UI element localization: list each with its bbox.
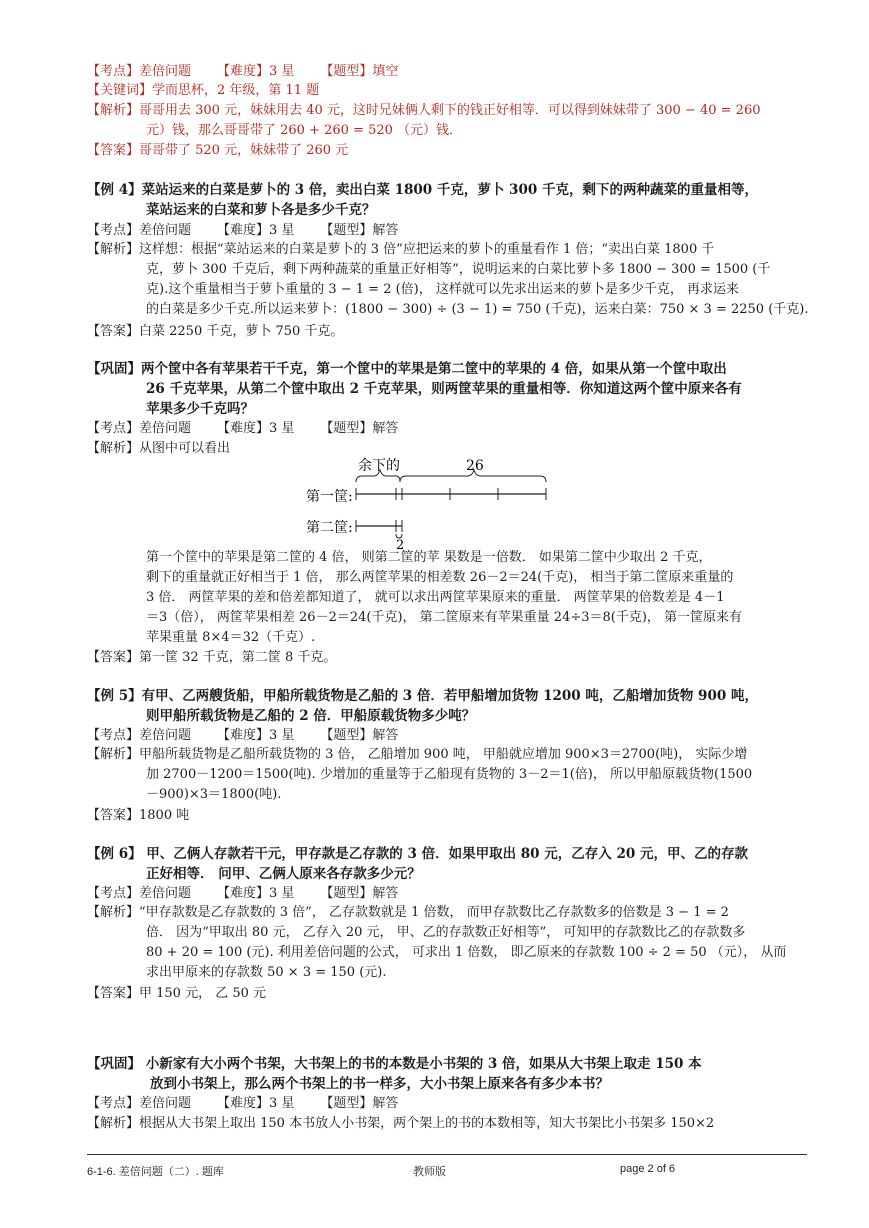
ex4-question-2: 菜站运来的白菜和萝卜各是多少千克？ [146,202,376,218]
diagram-row2-label: 第二筐: [306,520,353,536]
footer-rule [87,1154,807,1155]
ex4-question-1: 【例 4】菜站运来的白菜是萝卜的 3 倍，卖出白菜 1800 千克，萝卜 300 千克，剩下的两种蔬菜的重量相等， [87,182,758,198]
block1-answer: 【答案】哥哥带了 520 元，妹妹带了 260 元 [87,143,349,158]
ex5-question-2: 则甲船所载货物是乙船的 2 倍．甲船原载货物多少吨？ [146,708,476,724]
ex4-answer: 【答案】白菜 2250 千克，萝卜 750 千克。 [87,324,344,339]
gg2-meta: 【考点】差倍问题 【难度】3 星 【题型】解答 [87,1096,399,1111]
gg1-analysis-2: 剩下的重量就正好相当于 1 倍， 那么两筐苹果的相差数 26－2＝24(千克)， 相当于第二筐原来重量的 [146,570,734,585]
block1-meta: 【考点】差倍问题 【难度】3 星 【题型】填空 [87,64,399,79]
ex4-analysis-4: 的白菜是多少千克.所以运来萝卜：(1800 − 300) ÷ (3 − 1) = 750 (千克)，运来白菜：750 × 3 = 2250 (千克). [146,302,809,317]
gg1-analysis-1: 第一个筐中的苹果是第二筐的 4 倍， 则第二筐的苹 果数是一倍数． 如果第二筐中少取出 2 千克， [146,550,712,565]
ex5-analysis-2: 加 2700－1200＝1500(吨). 少增加的重量等于乙船现有货物的 3－2＝1(倍)， 所以甲船原载货物(1500 [146,767,753,782]
gg1-analysis-head: 【解析】从图中可以看出 [87,441,231,456]
gg1-question-2: 26 千克苹果，从第二个筐中取出 2 千克苹果，则两筐苹果的重量相等．你知道这两个筐中原来各有 [146,381,742,397]
block1-keyword: 【关键词】学而思杯，2 年级，第 11 题 [87,83,320,98]
ex5-analysis-1: 【解析】甲船所载货物是乙船所载货物的 3 倍， 乙船增加 900 吨， 甲船就应增加 900×3＝2700(吨)， 实际少增 [87,747,748,762]
gg1-analysis-4: ＝3（倍）， 两筐苹果相差 26－2＝24(千克)， 第二筐原来有苹果重量 24÷3＝8(千克)， 第一筐原来有 [146,610,743,625]
ex6-analysis-3: 80 + 20 = 100 (元). 利用差倍问题的公式， 可求出 1 倍数， 即乙原来的存款数 100 ÷ 2 = 50 （元）， 从而 [146,945,787,960]
ex5-meta: 【考点】差倍问题 【难度】3 星 【题型】解答 [87,728,399,743]
ex5-answer: 【答案】1800 吨 [87,808,190,823]
basket-diagram [300,454,560,550]
ex5-analysis-3: －900)×3＝1800(吨). [146,787,282,802]
ex4-meta: 【考点】差倍问题 【难度】3 星 【题型】解答 [87,223,399,238]
footer-page-number: page 2 of 6 [620,1163,676,1175]
ex4-analysis-2: 克，萝卜 300 千克后，剩下两种蔬菜的重量正好相等”，说明运来的白菜比萝卜多 1800 − 300 = 1500 (千 [146,262,771,277]
ex6-question-1: 【例 6】 甲、乙俩人存款若干元，甲存款是乙存款的 3 倍．如果甲取出 80 元，乙存入 20 元，甲、乙的存款 [87,846,748,862]
gg1-question-3: 苹果多少千克吗？ [146,401,254,417]
ex6-answer: 【答案】甲 150 元， 乙 50 元 [87,986,267,1001]
gg1-analysis-3: 3 倍． 两筐苹果的差和倍差都知道了， 就可以求出两筐苹果原来的重量． 两筐苹果的倍数差是 4－1 [146,590,725,605]
gg1-meta: 【考点】差倍问题 【难度】3 星 【题型】解答 [87,421,399,436]
ex6-analysis-1: 【解析】“甲存款数是乙存款数的 3 倍”， 乙存款数就是 1 倍数， 而甲存款数比乙存款数多的倍数是 3 − 1 = 2 [87,905,729,920]
footer-left: 6-1-6. 差倍问题（二）. 题库 [87,1166,224,1178]
ex6-question-2: 正好相等． 问甲、乙俩人原来各存款多少元？ [146,866,421,882]
gg2-question-1: 【巩固】 小新家有大小两个书架，大书架上的书的本数是小书架的 3 倍，如果从大书架上取走 150 本 [87,1056,702,1072]
footer-center: 教师版 [413,1166,446,1178]
block1-analysis-1: 【解析】哥哥用去 300 元，妹妹用去 40 元，这时兄妹俩人剩下的钱正好相等．可以得到妹妹带了 300 − 40 = 260 [87,103,761,118]
diagram-bottom-num: 2 [396,538,405,550]
ex4-analysis-3: 克).这个重量相当于萝卜重量的 3 − 1 = 2 (倍)， 这样就可以先求出运来的萝卜是多少千克， 再求运来 [146,282,740,297]
ex6-analysis-4: 求出甲原来的存款数 50 × 3 = 150 (元). [146,965,387,980]
ex6-meta: 【考点】差倍问题 【难度】3 星 【题型】解答 [87,886,399,901]
diagram-row1-label: 第一筐: [306,489,353,505]
block1-analysis-2: 元）钱，那么哥哥带了 260 + 260 = 520 （元）钱． [146,123,463,138]
diagram-top-num: 26 [466,458,484,474]
diagram-left-label: 余下的 [358,458,400,474]
gg1-question-1: 【巩固】两个筐中各有苹果若干千克，第一个筐中的苹果是第二筐中的苹果的 4 倍，如果从第一个筐中取出 [87,361,727,377]
gg1-analysis-5: 苹果重量 8×4＝32（千克）. [146,630,316,645]
ex5-question-1: 【例 5】有甲、乙两艘货船，甲船所载货物是乙船的 3 倍．若甲船增加货物 1200 吨，乙船增加货物 900 吨， [87,688,758,704]
gg2-question-2: 放到小书架上，那么两个书架上的书一样多，大小书架上原来各有多少本书？ [150,1076,609,1092]
brace-right [400,470,546,482]
ex6-analysis-2: 倍． 因为“甲取出 80 元， 乙存入 20 元， 甲、乙的存款数正好相等”， 可知甲的存款数比乙的存款数多 [146,925,746,940]
ex4-analysis-1: 【解析】这样想：根据“菜站运来的白菜是萝卜的 3 倍”应把运来的萝卜的重量看作 1 倍；“卖出白菜 1800 千 [87,242,715,257]
gg1-answer: 【答案】第一筐 32 千克，第二筐 8 千克。 [87,650,337,665]
gg2-analysis: 【解析】根据从大书架上取出 150 本书放人小书架，两个架上的书的本数相等，知大书架比小书架多 150×2 [87,1116,715,1131]
